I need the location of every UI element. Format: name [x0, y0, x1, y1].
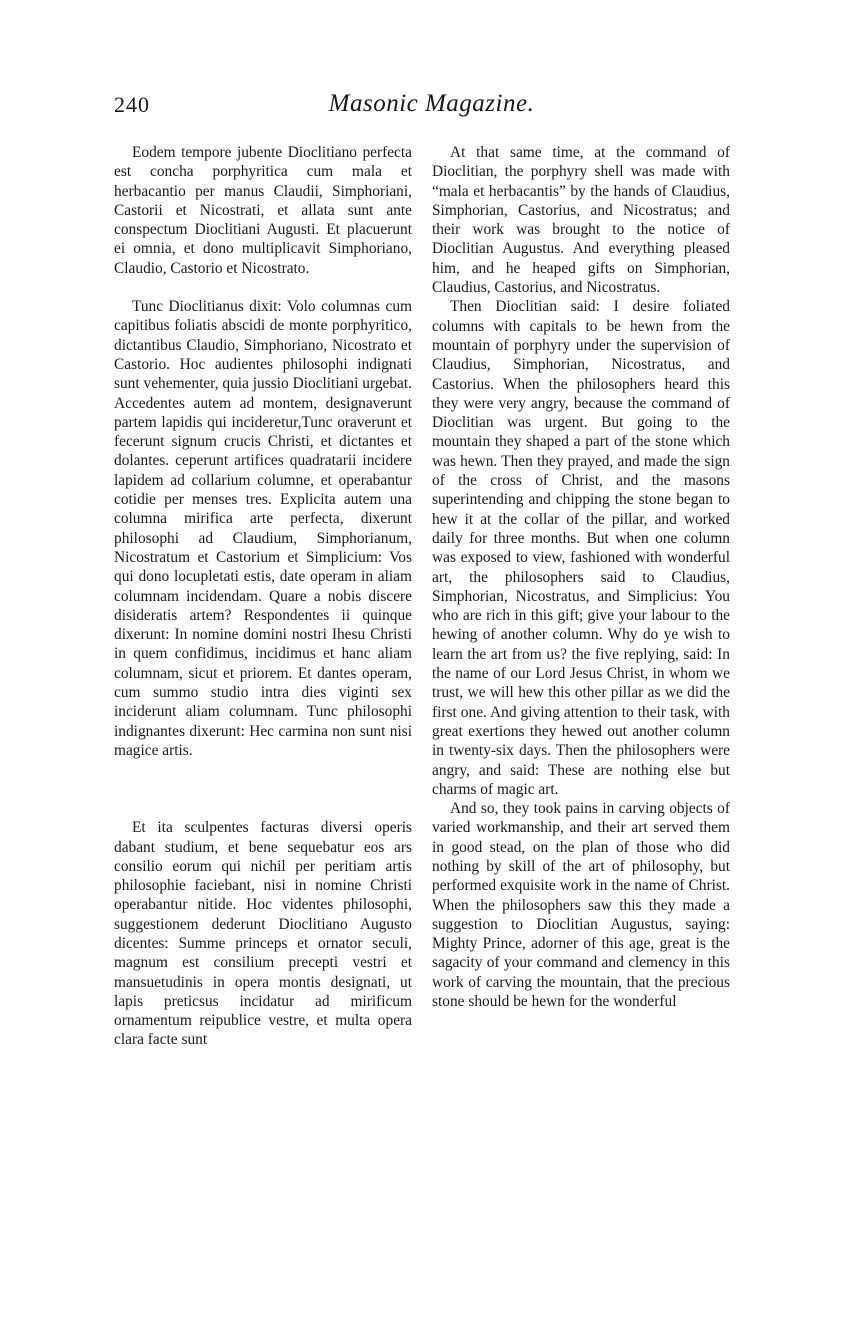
latin-paragraph-1: Eodem tempore jubente Dioclitiano perfecta est concha porphyritica cum mala et herbacantio per manus Claudii, Simphoriani, Castorii et Nicostrati, et allata sunt ante conspectum Dioclitiani Augusti. Et placuerunt ei omnia, et dono multiplicavit Simphoriano, Claudio, Castorio et Nicostrato. — [114, 144, 412, 277]
english-paragraph-3: And so, they took pains in carving objects of varied workmanship, and their art served them in good stead, on the plan of those who did nothing by skill of the art of philosophy, but performed exquisite work in the name of Christ. When the philosophers saw this they made a suggestion to Dioclitian Augustus, saying: Mighty Prince, adorner of this age, great is the sagacity of your command and clemency in this work of carving the mountain, that the precious stone should be hewn for the wonderful — [432, 800, 730, 1011]
latin-paragraph-3: Et ita sculpentes facturas diversi operis dabant studium, et bene sequebatur eos ars consilio eorum qui nichil per peritiam artis philosophie faciebant, nisi in nomine Christi operabantur nitide. Hoc videntes philosophi, suggestionem dederunt Dioclitiano Augusto dicentes: Summe princeps et ornator seculi, magnum est consilium precepti vestri et mansuetudinis in opera montis designati, ut lapis preticsus incidatur ad mirificum ornamentum reipublice vestre, et multa opera clara facte sunt — [114, 819, 412, 1049]
latin-column — [114, 143, 412, 1050]
running-title: Masonic Magazine. — [328, 90, 535, 117]
page-header — [0, 86, 863, 126]
page-number: 240 — [114, 92, 150, 117]
english-paragraph-1: At that same time, at the command of Dioclitian, the porphyry shell was made with “mala et herbacantis” by the hands of Claudius, Simphorian, Castorius, and Nicostratus; and their work was brought to the notice of Dioclitian Augustus. And everything pleased him, and he heaped gifts on Simphorian, Claudius, Castorius, and Nicostratus. — [432, 144, 730, 297]
english-paragraph-2: Then Dioclitian said: I desire foliated columns with capitals to be hewn from the mountain of porphyry under the supervision of Claudius, Simphorian, Nicostratus, and Castorius. When the philosophers heard this they were very angry, because the command of Dioclitian was urgent. But going to the mountain they shaped a part of the stone which was hewn. Then they prayed, and made the sign of the cross of Christ, and the masons superintending and chipping the stone began to hew it at the collar of the pillar, and worked daily for three months. But when one column was exposed to view, fashioned with wonderful art, the philosophers said to Claudius, Simphorian, Nicostratus, and Simplicius: You who are rich in this gift; give your labour to the hewing of another column. Why do ye wish to learn the art from us? the five replying, said: In the name of our Lord Jesus Christ, in whom we trust, we will hew this other pillar as we did the first one. And giving attention to their task, with great exertions they hewed out another column in twenty-six days. Then the philosophers were angry, and said: These are nothing else but charms of magic art. — [432, 298, 730, 798]
english-column — [432, 143, 730, 1011]
latin-paragraph-2: Tunc Dioclitianus dixit: Volo columnas cum capitibus foliatis abscidi de monte porphyritico, dictantibus Claudio, Simphoriano, Nicostrato et Castorio. Hoc audientes philosophi indignati sunt vehementer, quia jussio Dioclitiani urgebat. Accedentes autem ad montem, designaverunt partem lapidis qui incideretur,Tunc oraverunt et fecerunt signum crucis Christi, et dictantes et dolantes. ceperunt artifices quadratarii incidere lapidem ad collarium columne, et operabantur cotidie per menses tres. Explicita autem una columna mirifica arte perfecta, dixerunt philosophi ad Claudium, Simphorianum, Nicostratum et Castorium et Simplicium: Vos qui dono locupletati estis, date operam in aliam columnam incidendam. Quare a nobis discere disideratis artem? Respondentes ii quinque dixerunt: In nomine domini nostri Ihesu Christi in quem confidimus, incidimus et hanc aliam columnam, sicut et priorem. Et dantes operam, cum summo studio intra dies viginti sex inciderunt aliam columnam. Tunc philosophi indignantes dixerunt: Hec carmina non sunt nisi magice artis. — [114, 298, 412, 759]
